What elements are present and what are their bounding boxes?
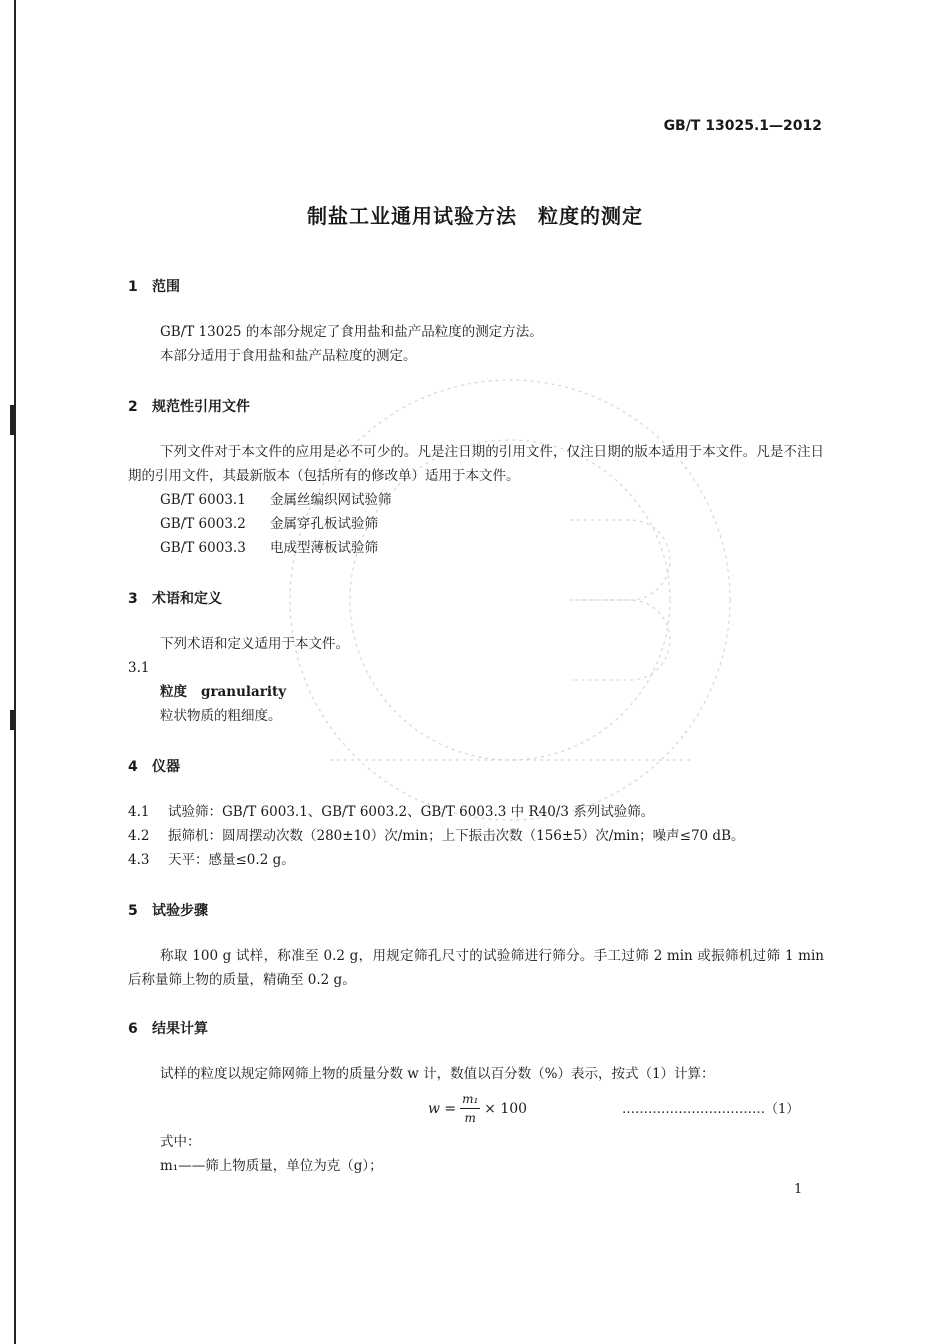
section-title: 仪器: [152, 759, 180, 775]
paragraph: 试样的粒度以规定筛网筛上物的质量分数 w 计，数值以百分数（%）表示，按式（1）计算：: [160, 1066, 715, 1082]
item-number: 4.1: [128, 804, 150, 820]
paragraph: GB/T 13025 的本部分规定了食用盐和盐产品粒度的测定方法。: [160, 324, 543, 340]
paragraph: 称取 100 g 试样，称准至 0.2 g，用规定筛孔尺寸的试验筛进行筛分。手工过筛 2 min 或振筛机过筛 1 min 后称量筛上物的质量，精确至 0.2 g。: [128, 948, 824, 988]
section-heading: [128, 1018, 208, 1038]
section-number: 2: [128, 399, 138, 415]
section-title: 术语和定义: [152, 591, 222, 607]
section-heading: [128, 588, 222, 608]
paragraph: 本部分适用于食用盐和盐产品粒度的测定。: [160, 348, 417, 364]
reference-item: [160, 512, 378, 536]
item-text: 试验筛：GB/T 6003.1、GB/T 6003.2、GB/T 6003.3 中 R40/3 系列试验筛。: [168, 804, 655, 820]
paragraph: 下列术语和定义适用于本文件。: [160, 636, 349, 652]
item-number: 4.2: [128, 828, 150, 844]
section-heading: [128, 900, 208, 920]
formula-rhs: × 100: [484, 1100, 528, 1117]
instrument-item: [128, 800, 654, 824]
equation-number: ……………………………（1）: [622, 1102, 800, 1117]
section-title: 试验步骤: [152, 903, 208, 919]
page-number: 1: [794, 1182, 803, 1197]
term-definition: 粒状物质的粗细度。: [160, 708, 282, 724]
instrument-item: [128, 848, 295, 872]
term-english: granularity: [201, 684, 287, 700]
standard-number: GB/T 13025.1—2012: [663, 118, 822, 134]
reference-item: [160, 488, 392, 512]
section-title: 范围: [152, 279, 180, 295]
reference-name: 金属丝编织网试验筛: [270, 492, 392, 508]
section-number: 3: [128, 591, 138, 607]
section-heading: [128, 276, 180, 296]
section-number: 6: [128, 1021, 138, 1037]
watermark-logo: [270, 360, 750, 840]
item-text: 振筛机：圆周摆动次数（280±10）次/min；上下振击次数（156±5）次/min；噪声≤70 dB。: [168, 828, 745, 844]
formula-denominator: m: [464, 1111, 476, 1125]
term-chinese: 粒度: [160, 684, 187, 700]
instrument-item: [128, 824, 745, 848]
reference-code: GB/T 6003.3: [160, 540, 246, 556]
reference-code: GB/T 6003.2: [160, 516, 246, 532]
section-heading: [128, 756, 180, 776]
paragraph: 下列文件对于本文件的应用是必不可少的。凡是注日期的引用文件，仅注日期的版本适用于本文件。凡是不注日期的引用文件，其最新版本（包括所有的修改单）适用于本文件。: [128, 444, 824, 484]
formula: [428, 1092, 527, 1125]
reference-item: [160, 536, 378, 560]
formula-lhs: w =: [428, 1100, 457, 1117]
section-number: 1: [128, 279, 138, 295]
binding-mark: [10, 405, 14, 435]
formula-numerator: m₁: [462, 1092, 479, 1106]
section-title: 规范性引用文件: [152, 399, 250, 415]
section-title: 结果计算: [152, 1021, 208, 1037]
reference-code: GB/T 6003.1: [160, 492, 246, 508]
where-label: 式中：: [160, 1134, 201, 1150]
variable-definition: m₁——筛上物质量，单位为克（g）；: [160, 1158, 383, 1174]
item-number: 4.3: [128, 852, 150, 868]
section-number: 4: [128, 759, 138, 775]
section-heading: [128, 396, 250, 416]
section-number: 5: [128, 903, 138, 919]
fraction-bar: [460, 1108, 480, 1109]
term-entry: [160, 680, 286, 704]
document-title: 制盐工业通用试验方法 粒度的测定: [307, 204, 643, 228]
formula-fraction: [460, 1092, 480, 1125]
binding-mark: [10, 710, 14, 730]
item-text: 天平：感量≤0.2 g。: [168, 852, 295, 868]
term-number: 3.1: [128, 660, 150, 676]
reference-name: 金属穿孔板试验筛: [270, 516, 378, 532]
reference-name: 电成型薄板试验筛: [270, 540, 378, 556]
